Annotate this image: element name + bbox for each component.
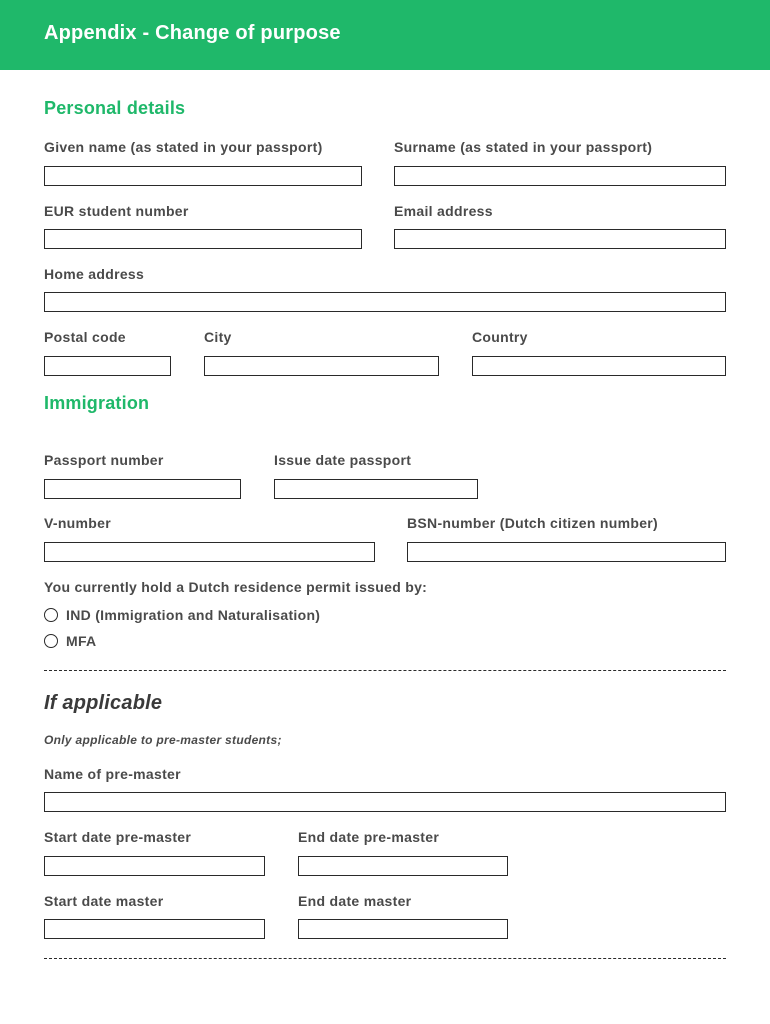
radio-option-mfa[interactable] — [44, 633, 96, 649]
radio-label-mfa: MFA — [66, 633, 97, 649]
v-number-label: V-number — [44, 515, 111, 531]
issue-date-label: Issue date passport — [274, 452, 412, 468]
section-title-personal-details: Personal details — [44, 98, 186, 118]
radio-button-icon[interactable] — [44, 608, 58, 622]
header-bar — [0, 0, 770, 70]
email-label: Email address — [394, 203, 493, 219]
surname-label: Surname (as stated in your passport) — [394, 139, 653, 155]
passport-number-label: Passport number — [44, 452, 164, 468]
end-premaster-label: End date pre-master — [298, 829, 440, 845]
student-number-label: EUR student number — [44, 203, 189, 219]
city-input[interactable] — [204, 356, 439, 376]
end-master-input[interactable] — [298, 919, 508, 939]
given-name-input[interactable] — [44, 166, 362, 186]
bsn-input[interactable] — [407, 542, 726, 562]
start-premaster-label: Start date pre-master — [44, 829, 192, 845]
permit-question: You currently hold a Dutch residence permit issued by: — [44, 579, 428, 595]
home-address-input[interactable] — [44, 292, 726, 312]
start-master-input[interactable] — [44, 919, 265, 939]
page-title: Appendix - Change of purpose — [44, 22, 341, 44]
premaster-name-input[interactable] — [44, 792, 726, 812]
start-master-label: Start date master — [44, 893, 164, 909]
v-number-input[interactable] — [44, 542, 375, 562]
end-premaster-input[interactable] — [298, 856, 508, 876]
student-number-input[interactable] — [44, 229, 362, 249]
end-master-label: End date master — [298, 893, 412, 909]
postal-code-input[interactable] — [44, 356, 171, 376]
home-address-label: Home address — [44, 266, 145, 282]
start-premaster-input[interactable] — [44, 856, 265, 876]
country-label: Country — [472, 329, 528, 345]
radio-button-icon[interactable] — [44, 634, 58, 648]
issue-date-input[interactable] — [274, 479, 478, 499]
bsn-label: BSN-number (Dutch citizen number) — [407, 515, 659, 531]
radio-option-ind[interactable] — [44, 607, 320, 623]
country-input[interactable] — [472, 356, 726, 376]
radio-label-ind: IND (Immigration and Naturalisation) — [66, 607, 321, 623]
city-label: City — [204, 329, 232, 345]
premaster-note: Only applicable to pre-master students; — [44, 733, 282, 747]
section-title-if-applicable: If applicable — [44, 692, 163, 714]
premaster-name-label: Name of pre-master — [44, 766, 181, 782]
bottom-divider — [44, 958, 726, 959]
given-name-label: Given name (as stated in your passport) — [44, 139, 323, 155]
email-input[interactable] — [394, 229, 726, 249]
postal-code-label: Postal code — [44, 329, 126, 345]
surname-input[interactable] — [394, 166, 726, 186]
section-divider — [44, 670, 726, 671]
passport-number-input[interactable] — [44, 479, 241, 499]
section-title-immigration: Immigration — [44, 393, 150, 413]
